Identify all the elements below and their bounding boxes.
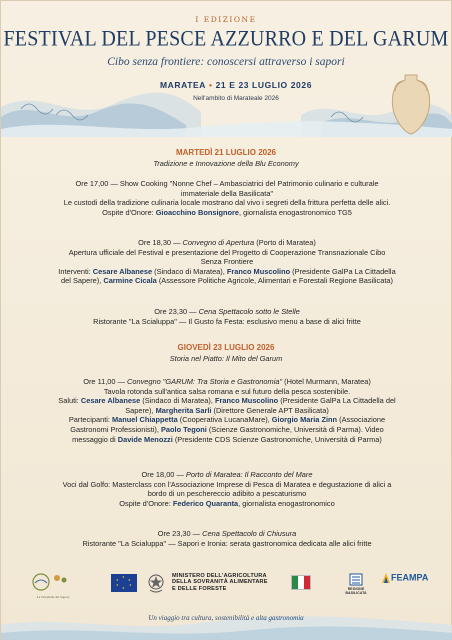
- edition-label: I EDIZIONE: [195, 15, 257, 24]
- amphora-icon: [387, 71, 435, 135]
- day1-event-show-cooking: Ore 17,00 — Show Cooking "Nonne Chef – Ambasciatrici del Patrimonio culinario e culturale immateriale della Basilicata" Le custodi della tradizione culinaria locale mostrano dal vivo i segreti della frittura perfetta delle alici. Ospite d'Onore: Gioacchino Bonsignore, giornalista enogastronomico TG5: [63, 179, 391, 217]
- dates-label: 21 E 23 LUGLIO 2026: [215, 80, 313, 90]
- place-label: MARATEA: [159, 80, 207, 90]
- festival-subtitle: Cibo senza frontiere: conoscersi attraverso i sapori: [107, 56, 345, 68]
- day2-title: GIOVEDÌ 23 LUGLIO 2026: [177, 343, 275, 352]
- eu-flag-icon: ★ ★ ★ ★ ★ ★: [111, 574, 137, 592]
- day2-subtitle: Storia nel Piatto: Il Mito del Garum: [169, 354, 283, 363]
- separator-dot-icon: •: [209, 80, 213, 90]
- day1-event-convegno: Ore 18,30 — Convegno di Apertura (Porto di Maratea) Apertura ufficiale del Festival e presentazione del Progetto di Cooperazione Transnazionale Cibo Senza Frontiere Interventi: Cesare Albanese (Sindaco di Maratea), Franco Muscolino (Presidente GalPa La Cittadella del Sapere), Carmine Cicala (Assessore Politiche Agricole, Alimentari e Forestali Regione Basilicata): [58, 238, 396, 286]
- guest-name: Gioacchino Bonsignore: [155, 207, 240, 217]
- day2-event-porto: Ore 18,00 — Porto di Maratea: Il Racconto del Mare Voci dal Golfo: Masterclass con l'Associazione Imprese di Pesca di Maratea e degustazione di alici a bordo di un peschereccio adibito a pescaturismo Ospite d'Onore: Federico Quaranta, giornalista enogastronomico: [62, 470, 392, 508]
- day2-event-cena: Ore 23,30 — Cena Spettacolo di Chiusura Ristorante "La Scialuppa" — Sapori e Ironia: serata gastronomica dedicata alle alici fritte: [82, 529, 372, 548]
- feampa-logo: FEAMPA: [381, 572, 431, 594]
- cittadella-logo: La Cittadella del Sapere: [25, 571, 81, 599]
- italian-flag-icon: [291, 575, 311, 590]
- festival-title: FESTIVAL DEL PESCE AZZURRO E DEL GARUM: [3, 26, 449, 52]
- ministry-logo: MINISTERO DELL'AGRICOLTURA DELLA SOVRANITÀ ALIMENTARE E DELLE FORESTE: [172, 573, 268, 592]
- day1-subtitle: Tradizione e Innovazione della Blu Economy: [153, 159, 299, 168]
- festival-context: Nell'ambito di Marateale 2026: [193, 95, 279, 102]
- wave-decoration: [1, 67, 452, 137]
- italian-emblem-icon: [147, 572, 165, 594]
- day1-title: MARTEDÌ 21 LUGLIO 2026: [175, 148, 277, 157]
- regione-basilicata-logo: REGIONE BASILICATA: [337, 573, 375, 595]
- day1-event-cena: Ore 23,30 — Cena Spettacolo sotto le Stelle Ristorante "La Scialuppa" — Il Gusto fa Festa: esclusivo menu a base di alici fritte: [93, 307, 361, 326]
- festival-dates: [151, 80, 321, 90]
- guest-name: Federico Quaranta: [172, 498, 239, 508]
- footer-tagline: Un viaggio tra cultura, sostenibilità e alta gastronomia: [148, 614, 304, 622]
- day2-event-garum: Ore 11,00 — Convegno "GARUM: Tra Storia e Gastronomia" (Hotel Murmann, Maratea) Tavola rotonda sull'antica salsa romana e sul futuro della pesca sostenibile. Saluti: Cesare Albanese (Sindaco di Maratea), Franco Muscolino (Presidente GalPa La Cittadella del Sapere), Margherita Sarli (Direttore Generale APT Basilicata) Partecipanti: Manuel Chiappetta (Cooperativa LucanaMare), Giorgio Maria Zinn (Associazione Gastronomi Professionisti), Paolo Tegoni (Scienze Gastronomiche, Università di Parma). Video messaggio di Davide Menozzi (Presidente CDS Scienze Gastronomiche, Università di Parma): [58, 377, 396, 444]
- sponsor-logos: [19, 569, 439, 599]
